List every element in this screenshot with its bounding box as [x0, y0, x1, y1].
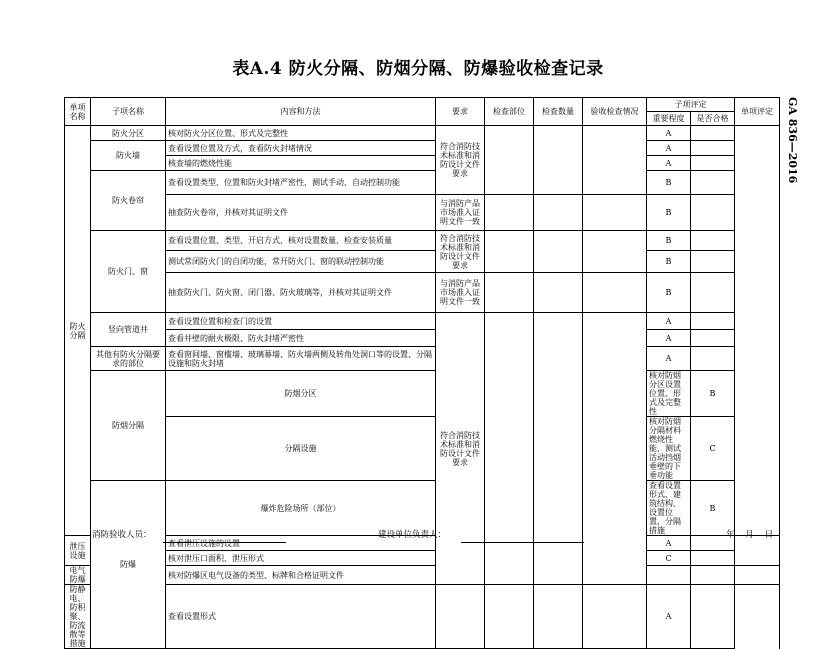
grade-cell: B [691, 481, 735, 536]
sub-item: 防静电、防积聚、防流散等措施 [65, 585, 91, 649]
pass-cell[interactable] [691, 585, 735, 649]
header-quantity: 检查数量 [534, 98, 583, 126]
result-cell[interactable] [583, 585, 647, 649]
pass-cell[interactable] [691, 551, 735, 566]
grade-cell: A [647, 156, 691, 171]
page-title: 表A.4 防火分隔、防烟分隔、防爆验收检查记录 [232, 59, 604, 79]
table-row [65, 417, 780, 481]
content-cell: 查看井壁的耐火极限、防火封堵严密性 [166, 330, 436, 347]
content-cell: 测试常闭防火门的自闭功能，常开防火门、窗的联动控制功能 [166, 251, 436, 273]
part-cell[interactable] [485, 195, 534, 231]
grade-cell: A [647, 126, 691, 141]
table-row [65, 371, 780, 417]
requirement-cell: 与消防产品市场准入证明文件一致 [436, 195, 485, 231]
pass-cell[interactable] [691, 347, 735, 371]
grade-cell: B [647, 231, 691, 251]
content-cell: 查看设置类型、位置和防火封堵严密性，测试手动、自动控制功能 [166, 171, 436, 195]
content-cell: 核对泄压口面积、泄压形式 [166, 551, 436, 566]
table-row [65, 313, 780, 330]
grade-cell: B [647, 195, 691, 231]
grade-cell: A [647, 536, 691, 551]
header-result: 验收检查情况 [583, 98, 647, 126]
content-cell: 查看设置位置和检查门的设置 [166, 313, 436, 330]
grade-cell: C [647, 551, 691, 566]
content-cell: 核对防烟分区设置位置、形式及完整性 [647, 371, 691, 417]
grade-cell: C [691, 417, 735, 481]
unit-eval-cell[interactable] [735, 126, 780, 536]
content-cell: 核对防爆区电气设备的类型、标牌和合格证明文件 [166, 566, 436, 585]
grade-cell: A [647, 330, 691, 347]
pass-cell[interactable] [691, 231, 735, 251]
header-requirement: 要求 [436, 98, 485, 126]
part-cell[interactable] [485, 126, 534, 195]
pass-cell[interactable] [691, 330, 735, 347]
header-part: 检查部位 [485, 98, 534, 126]
grade-cell: B [647, 251, 691, 273]
content-cell: 查看设置位置及方式，查看防火封堵情况 [166, 141, 436, 156]
owner-signature-line[interactable] [461, 542, 584, 543]
header-content: 内容和方法 [166, 98, 436, 126]
quantity-cell[interactable] [534, 273, 583, 313]
grade-cell: B [647, 273, 691, 313]
content-cell: 查看设置形式、建筑结构、设置位置，分隔措施 [647, 481, 691, 536]
requirement-cell [647, 566, 691, 585]
pass-cell[interactable] [691, 156, 735, 171]
sub-item: 防烟分区 [166, 371, 436, 417]
inspector-signature-line[interactable] [163, 542, 286, 543]
table-row [65, 141, 780, 156]
content-cell: 查看设置位置、类型、开启方式，核对设置数量，检查安装质量 [166, 231, 436, 251]
content-cell: 核查墙的燃烧性能 [166, 156, 436, 171]
part-cell[interactable] [485, 313, 534, 585]
header-row [65, 98, 780, 112]
content-cell: 查看泄压设施的设置 [166, 536, 436, 551]
quantity-cell[interactable] [534, 231, 583, 273]
requirement-cell: 符合消防技术标准和消防设计文件要求 [436, 126, 485, 195]
pass-cell[interactable] [691, 141, 735, 156]
quantity-cell[interactable] [534, 195, 583, 231]
sub-item: 爆炸危险场所（部位） [166, 481, 436, 536]
requirement-cell: 与消防产品市场准入证明文件一致 [436, 273, 485, 313]
table-row [65, 156, 780, 171]
requirement-cell [436, 585, 485, 649]
pass-cell[interactable] [691, 313, 735, 330]
quantity-cell[interactable] [534, 126, 583, 195]
grade-cell: A [647, 585, 691, 649]
content-cell: 抽查防火门、防火窗、闭门器、防火玻璃等，并核对其证明文件 [166, 273, 436, 313]
date-label: 年 月 日 [726, 530, 774, 540]
result-cell[interactable] [583, 231, 647, 273]
header-importance: 重要程度 [647, 112, 691, 126]
table-row [65, 231, 780, 251]
requirement-cell: 符合消防技术标准和消防设计文件要求 [436, 231, 485, 273]
sub-item: 防火墙 [91, 141, 166, 171]
grade-cell: B [647, 171, 691, 195]
table-row [65, 273, 780, 313]
table-row [65, 330, 780, 347]
result-cell[interactable] [583, 195, 647, 231]
pass-cell[interactable] [691, 195, 735, 231]
quantity-cell[interactable] [534, 313, 583, 585]
header-sub: 子项名称 [91, 98, 166, 126]
table-row [65, 347, 780, 371]
content-cell: 查看窗间墙、窗槛墙、玻璃幕墙、防火墙两侧及转角处洞口等的设置、分隔设施和防火封堵 [166, 347, 436, 371]
owner-label: 建设单位负责人： [378, 530, 447, 540]
part-cell[interactable] [485, 273, 534, 313]
sub-item: 防火分区 [91, 126, 166, 141]
pass-cell[interactable] [691, 126, 735, 141]
sub-item: 其他有防火分隔要求的部位 [91, 347, 166, 371]
requirement-cell: 符合消防技术标准和消防设计文件要求 [436, 313, 485, 585]
grade-cell: B [691, 371, 735, 417]
pass-cell[interactable] [691, 251, 735, 273]
header-sub-evaluation: 子项评定 [647, 98, 735, 112]
content-cell: 查看设置形式 [166, 585, 436, 649]
table-row [65, 585, 780, 649]
sub-item: 电气防爆 [65, 566, 91, 585]
table-row [65, 251, 780, 273]
header-unit-evaluation: 单项评定 [735, 98, 780, 126]
pass-cell[interactable] [691, 273, 735, 313]
part-cell[interactable] [485, 585, 534, 649]
quantity-cell[interactable] [534, 585, 583, 649]
sub-item: 防火门、窗 [91, 231, 166, 313]
sub-item: 分隔设施 [166, 417, 436, 481]
sub-item: 泄压设施 [65, 536, 91, 566]
table-row [65, 126, 780, 141]
quantity-cell[interactable] [735, 566, 780, 585]
unit-smoke: 防烟分隔 [91, 371, 166, 481]
grade-cell: A [647, 347, 691, 371]
header-pass: 是否合格 [691, 112, 735, 126]
sub-item: 竖向管道井 [91, 313, 166, 347]
table-row [65, 566, 780, 585]
grade-cell: A [647, 313, 691, 330]
unit-explosion: 防爆 [91, 481, 166, 649]
table-row [65, 551, 780, 566]
inspector-label: 消防验收人员： [92, 530, 152, 540]
result-cell[interactable] [583, 273, 647, 313]
content-cell: 核对防烟分隔材料燃烧性能，测试活动挡烟垂壁的下垂功能 [647, 417, 691, 481]
part-cell[interactable] [485, 231, 534, 273]
inspection-table [64, 97, 780, 649]
part-cell[interactable] [691, 566, 735, 585]
sub-item: 防火卷帘 [91, 171, 166, 231]
content-cell: 抽查防火卷帘，并核对其证明文件 [166, 195, 436, 231]
result-cell[interactable] [583, 126, 647, 195]
unit-fire: 防火分隔 [65, 126, 91, 536]
content-cell: 核对防火分区位置、形式及完整性 [166, 126, 436, 141]
pass-cell[interactable] [691, 171, 735, 195]
table-row [65, 171, 780, 195]
grade-cell: A [647, 141, 691, 156]
table-row [65, 195, 780, 231]
header-unit: 单项名称 [65, 98, 91, 126]
standard-code: GA 836—2016 [786, 97, 799, 184]
result-cell[interactable] [583, 313, 647, 585]
